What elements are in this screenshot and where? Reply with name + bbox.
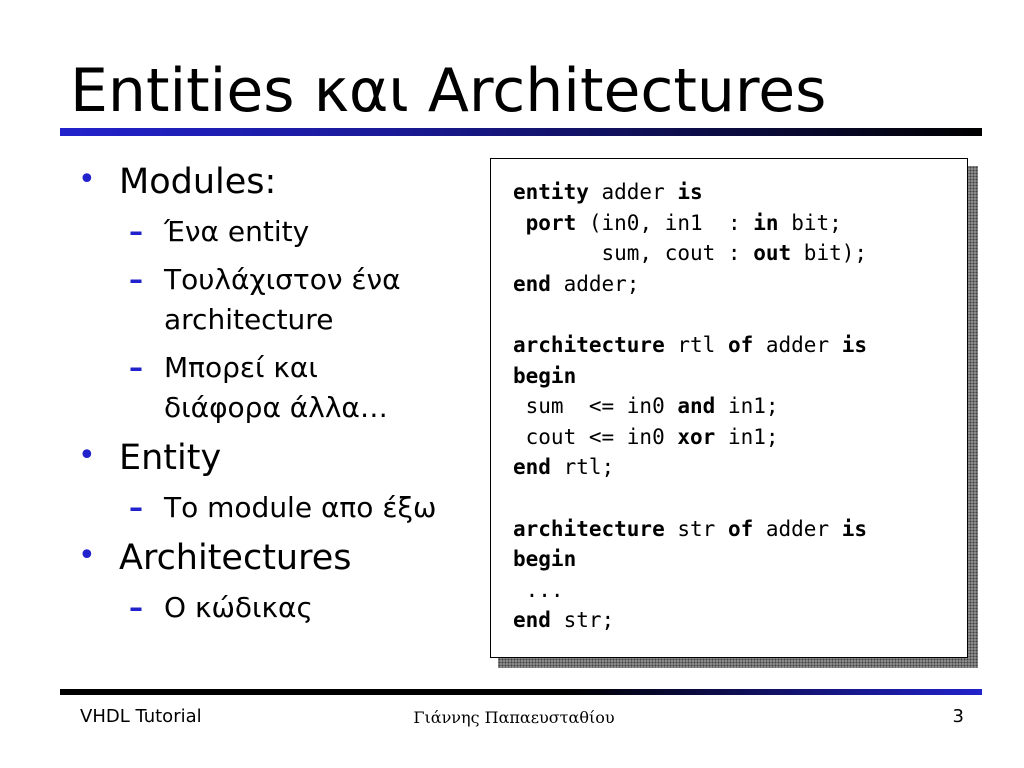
code-line — [513, 241, 867, 265]
sub-bullet-text: Ένα entity — [164, 215, 310, 248]
code-text: adder — [588, 180, 678, 204]
code-keyword: port — [525, 210, 577, 235]
code-keyword: end — [513, 455, 551, 480]
code-line — [513, 517, 867, 541]
code-line — [513, 547, 576, 571]
bullet-item — [78, 160, 478, 204]
code-text: in1; — [715, 424, 779, 449]
code-line — [513, 608, 614, 632]
code-line — [513, 211, 842, 235]
code-text: adder — [753, 516, 842, 541]
sub-bullet-text: Το module απο έξω — [164, 491, 437, 524]
code-keyword: entity — [513, 180, 589, 204]
sub-bullet-item — [78, 260, 464, 340]
bullet-item — [78, 436, 478, 480]
bullet-icon: • — [78, 538, 96, 573]
code-keyword: out — [753, 241, 792, 266]
code-keyword: of — [727, 516, 754, 541]
code-text: in1; — [715, 394, 779, 419]
footer-title: VHDL Tutorial — [80, 706, 202, 727]
bullet-text: Modules: — [119, 162, 277, 202]
dash-icon: – — [129, 491, 143, 524]
code-text: str; — [550, 608, 615, 633]
footer-divider — [60, 689, 982, 695]
sub-bullet-text: Τουλάχιστον ένα architecture — [164, 263, 401, 336]
code-text: sum, cout : — [513, 241, 754, 266]
code-text — [513, 211, 526, 235]
code-text: adder — [753, 332, 842, 357]
code-line — [513, 455, 614, 479]
code-keyword: is — [841, 332, 868, 357]
code-keyword: begin — [513, 363, 577, 388]
code-text: rtl — [664, 332, 728, 357]
footer-author: Γιάννης Παπαευσταθίου — [413, 708, 615, 727]
code-keyword: xor — [677, 424, 716, 449]
sub-bullet-text: Ο κώδικας — [164, 591, 313, 624]
bullet-text: Entity — [119, 438, 222, 478]
sub-bullet-item — [78, 212, 478, 252]
code-text: adder; — [550, 271, 640, 296]
code-keyword: end — [513, 271, 551, 296]
code-text: cout <= in0 — [513, 424, 678, 449]
dash-icon: – — [129, 591, 143, 624]
code-line — [513, 333, 867, 357]
dash-icon: – — [129, 351, 143, 384]
code-keyword: is — [677, 180, 703, 204]
sub-bullet-item — [78, 588, 478, 628]
bullet-icon: • — [78, 438, 96, 473]
code-text: ... — [513, 577, 564, 602]
code-line — [513, 394, 779, 418]
code-text: str — [664, 516, 728, 541]
bullet-item — [78, 536, 478, 580]
code-line — [513, 578, 564, 602]
bullet-text: Architectures — [119, 538, 352, 578]
bullet-icon: • — [78, 162, 96, 197]
sub-bullet-text: Μπορεί και διάφορα άλλα… — [164, 351, 388, 424]
dash-icon: – — [129, 263, 143, 296]
code-line — [513, 272, 639, 296]
bullet-list — [78, 160, 478, 636]
code-text: bit); — [791, 241, 868, 266]
title-divider — [60, 128, 982, 136]
code-keyword: is — [841, 516, 868, 541]
code-box — [490, 158, 968, 658]
page-number: 3 — [952, 706, 964, 727]
code-line — [513, 425, 779, 449]
slide-title: Entities και Architectures — [70, 56, 827, 126]
code-text: (in0, in1 : — [576, 210, 754, 235]
code-keyword: in — [753, 210, 779, 235]
sub-bullet-item — [78, 488, 478, 528]
code-keyword: of — [727, 332, 754, 357]
code-keyword: architecture — [513, 332, 665, 357]
code-keyword: begin — [513, 547, 577, 572]
code-keyword: end — [513, 608, 551, 633]
code-text: sum <= in0 — [513, 394, 678, 419]
dash-icon: – — [129, 215, 143, 248]
sub-bullet-item — [78, 348, 434, 428]
code-keyword: architecture — [513, 516, 665, 541]
code-listing — [513, 177, 867, 636]
code-line — [513, 364, 576, 388]
code-text: rtl; — [550, 455, 615, 480]
code-line — [513, 180, 703, 204]
code-text: bit; — [778, 210, 842, 235]
code-keyword: and — [677, 394, 716, 419]
